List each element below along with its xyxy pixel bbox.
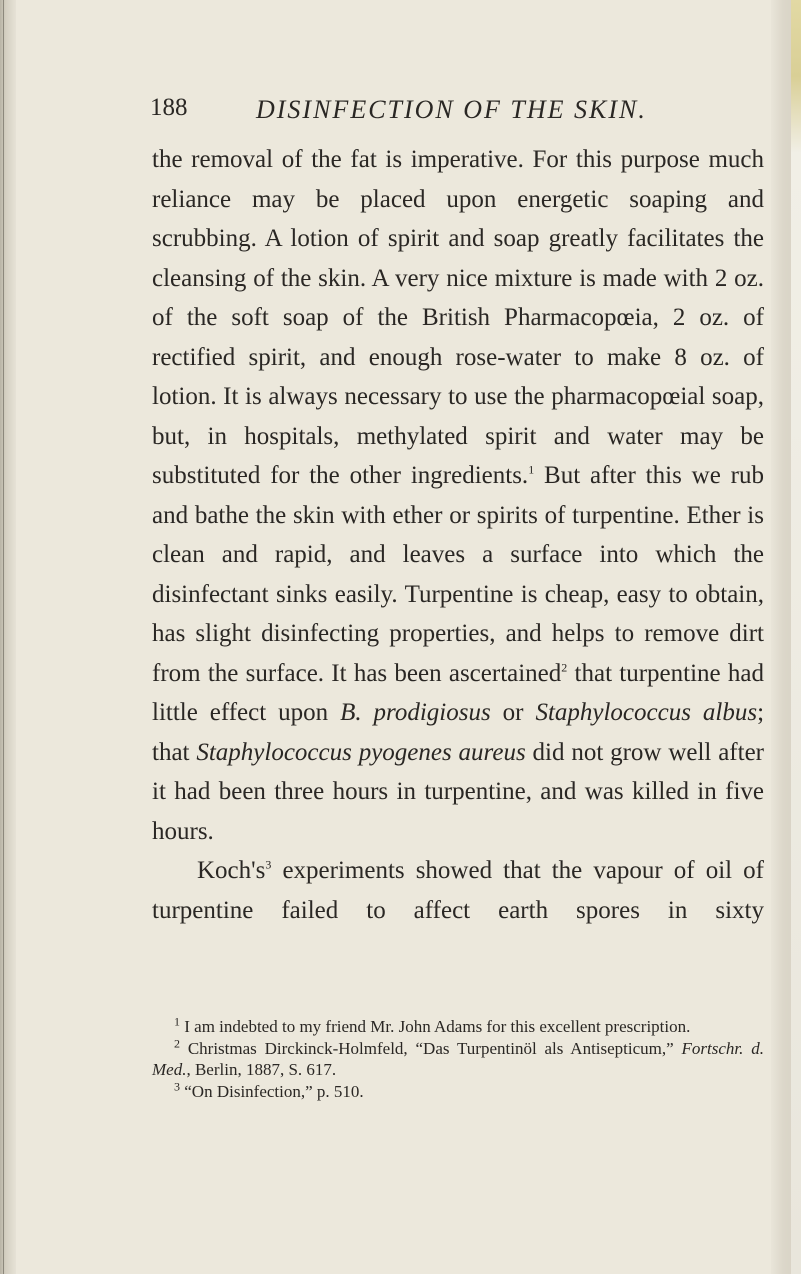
- footnote-3-text: “On Disinfection,” p. 510.: [180, 1081, 364, 1101]
- footnote-ref-3: 3: [265, 857, 272, 872]
- footnote-2: [152, 1035, 764, 1081]
- page-number: 188: [150, 94, 188, 121]
- footnote-2-mark: 2: [174, 1035, 180, 1050]
- para1-text-5: ; that: [152, 699, 765, 766]
- body-text: [152, 140, 764, 930]
- footnote-3-mark: 3: [174, 1078, 180, 1093]
- para1-text-3: that turpentine had little effect upon: [152, 659, 764, 726]
- para1-text-1: the removal of the fat is imperative. For this purpose much reliance may be placed upon energetic soaping and scrubbing. A lotion of spirit and soap greatly facilitates the cleansing of the skin. A very nice mixture is made with 2 oz. of the soft soap of the British Pharmacopœia, 2 oz. of rectified spirit, and enough rose-water to make 8 oz. of lotion. It is always necessary to use the pharmacopœial soap, but, in hospitals, methylated spirit and water may be substituted for the other ingredients.: [152, 146, 764, 489]
- paragraph-2: [152, 851, 764, 930]
- footnote-1-text: I am indebted to my friend Mr. John Adams for this excellent prescription.: [180, 1017, 691, 1036]
- para1-text-2: But after this we rub and bathe the skin with ether or spirits of turpentine. Ether is clean and rapid, and leaves a surface into which the disinfectant sinks easily. Turpentine is cheap, easy to obtain, has slight disinfecting properties, and helps to remove dirt from the surface. It has been ascertained: [152, 462, 764, 687]
- footnote-1-mark: 1: [174, 1014, 180, 1029]
- footnote-3: [152, 1078, 764, 1103]
- para1-text-6: did not grow well after it had been three hours in turpentine, and was killed in five hours.: [152, 738, 764, 845]
- para1-text-4: or: [490, 699, 536, 726]
- footnote-2-text-1: Christmas Dirckinck-Holmfeld, “Das Turpentinöl als Antisepticum,”: [180, 1038, 682, 1058]
- species-b-prodigiosus: B. prodigiosus: [340, 699, 491, 726]
- footnote-2-text-2: , Berlin, 1887, S. 617.: [186, 1060, 337, 1079]
- footnote-1: [152, 1016, 764, 1038]
- running-head: [150, 94, 770, 128]
- species-staph-albus: Staphylococcus albus: [535, 699, 758, 726]
- paragraph-1: [152, 140, 764, 851]
- running-title: DISINFECTION OF THE SKIN.: [256, 95, 647, 124]
- footnote-ref-1: 1: [528, 462, 535, 477]
- para2-text-1: Koch's: [197, 857, 266, 884]
- footnotes: [152, 1016, 764, 1102]
- species-staph-aureus: Staphylococcus pyogenes aureus: [196, 738, 526, 766]
- footnote-ref-2: 2: [561, 660, 568, 675]
- footnote-2-journal: Fortschr. d. Med.: [152, 1038, 764, 1079]
- para2-text-2: experiments showed that the vapour of oil of turpentine failed to affect earth spores in sixty: [152, 857, 764, 924]
